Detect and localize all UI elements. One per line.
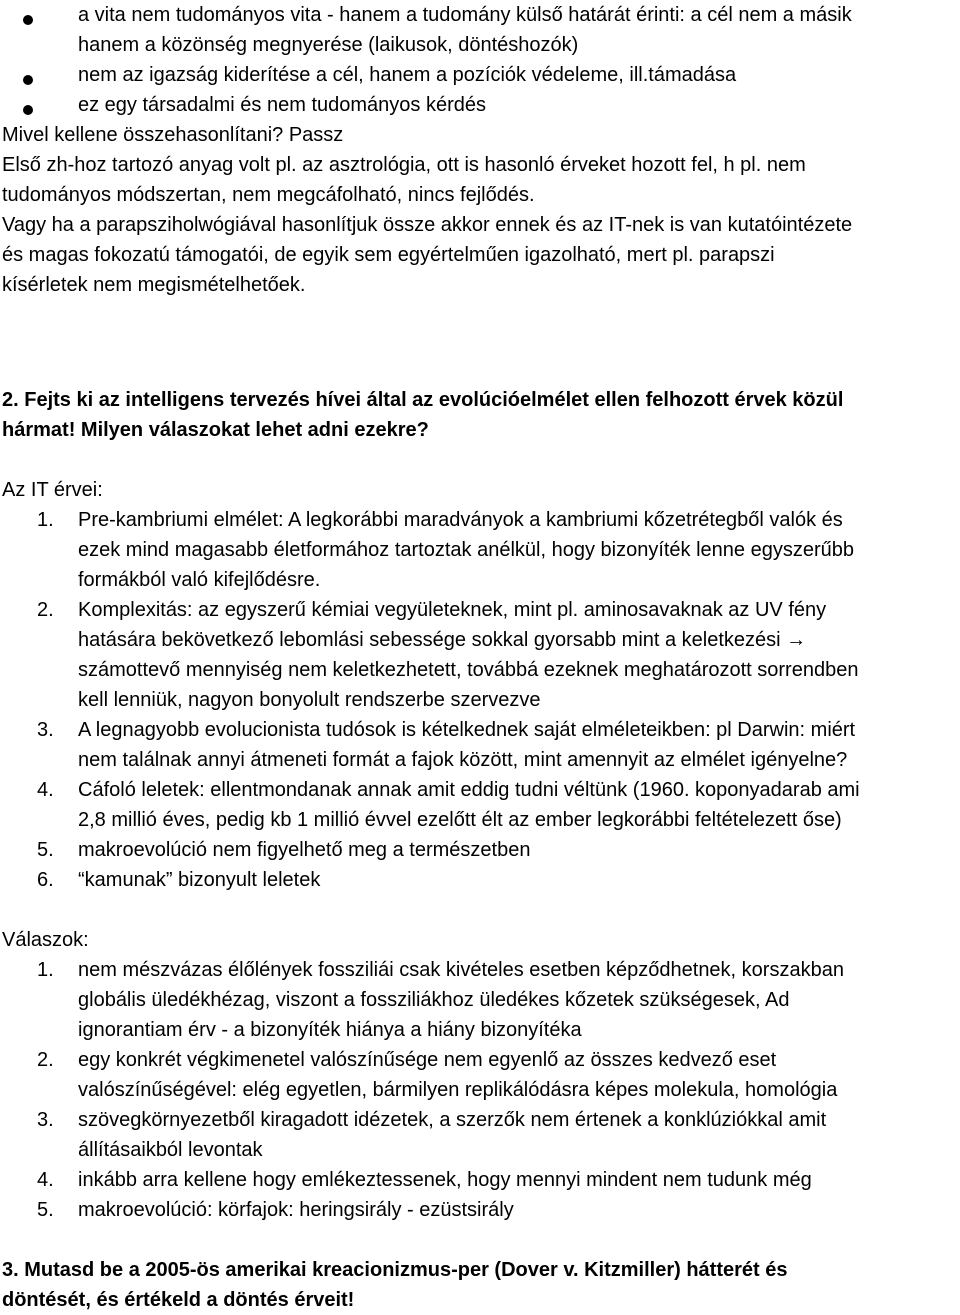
intro-line: kísérletek nem megismételhetőek. <box>2 274 306 296</box>
intro-line: Mivel kellene összehasonlítani? Passz <box>2 124 344 146</box>
list-item-line: ezek mind magasabb életformához tartoztak anélkül, hogy bizonyíték lenne egyszerűbb <box>78 539 855 561</box>
question-line: 2. Fejts ki az intelligens tervezés hívei által az evolúcióelmélet ellen felhozott érvek közül <box>2 389 844 411</box>
list-item-line: formákból való kifejlődésre. <box>78 569 321 591</box>
list-item-line: makroevolúció: körfajok: heringsirály - ezüstsirály <box>78 1199 514 1221</box>
question-line: döntését, és értékeld a döntés érveit! <box>2 1289 355 1311</box>
list-item-line: kell lenniük, nagyon bonyolult rendszerbe szervezve <box>78 689 541 711</box>
intro-line: és magas fokozatú támogatói, de egyik sem egyértelműen igazolható, mert pl. parapszi <box>2 244 775 266</box>
bullet-icon <box>23 15 33 25</box>
list-item-line: “kamunak” bizonyult leletek <box>78 869 321 891</box>
list-number: 3. <box>37 719 54 741</box>
question-line: hármat! Milyen válaszokat lehet adni ezekre? <box>2 419 429 441</box>
list-number: 3. <box>37 1109 54 1131</box>
bullet-line: nem az igazság kiderítése a cél, hanem a pozíciók védeleme, ill.támadása <box>78 64 737 86</box>
list-item-line: nem mészvázas élőlények fossziliái csak kivételes esetben képződhetnek, korszakban <box>78 959 844 981</box>
list-number: 1. <box>37 509 54 531</box>
list-item-line: Komplexitás: az egyszerű kémiai vegyületeknek, mint pl. aminosavaknak az UV fény <box>78 599 827 621</box>
list-item-line: ignorantiam érv - a bizonyíték hiánya a hiány bizonyítéka <box>78 1019 582 1041</box>
bullet-icon <box>23 75 33 85</box>
list-item-line: inkább arra kellene hogy emlékeztessenek, hogy mennyi mindent nem tudunk még <box>78 1169 812 1191</box>
bullet-line: hanem a közönség megnyerése (laikusok, döntéshozók) <box>78 34 579 56</box>
list-item-line: állításaikból levontak <box>78 1139 263 1161</box>
list-item-line: Pre-kambriumi elmélet: A legkorábbi maradványok a kambriumi kőzetrétegből valók és <box>78 509 843 531</box>
list-item-line: hatására bekövetkező lebomlási sebessége sokkal gyorsabb mint a keletkezési → <box>78 629 807 651</box>
list-item-line: nem találnak annyi átmeneti formát a fajok között, mint amennyit az elmélet igényelne? <box>78 749 848 771</box>
intro-line: tudományos módszertan, nem megcáfolható, nincs fejlődés. <box>2 184 535 206</box>
list-item-line: makroevolúció nem figyelhető meg a természetben <box>78 839 531 861</box>
list-item-line: egy konkrét végkimenetel valószínűsége nem egyenlő az összes kedvező eset <box>78 1049 777 1071</box>
list-item-line: szövegkörnyezetből kiragadott idézetek, a szerzők nem értenek a konklúziókkal amit <box>78 1109 827 1131</box>
answers-heading: Válaszok: <box>2 929 89 951</box>
question-line: 3. Mutasd be a 2005-ös amerikai kreacionizmus-per (Dover v. Kitzmiller) hátterét és <box>2 1259 788 1281</box>
list-item-line: globális üledékhézag, viszont a fossziliákhoz üledékes kőzetek szükségesek, Ad <box>78 989 790 1011</box>
intro-line: Első zh-hoz tartozó anyag volt pl. az asztrológia, ott is hasonló érveket hozott fel, h pl. nem <box>2 154 806 176</box>
list-number: 6. <box>37 869 54 891</box>
bullet-line: ez egy társadalmi és nem tudományos kérdés <box>78 94 486 116</box>
list-item-line: 2,8 millió éves, pedig kb 1 millió évvel ezelőtt élt az ember legkorábbi feltételezett őse) <box>78 809 842 831</box>
bullet-line: a vita nem tudományos vita - hanem a tudomány külső határát érinti: a cél nem a másik <box>78 4 852 26</box>
list-item-line: számottevő mennyiség nem keletkezhetett, továbbá ezeknek meghatározott sorrendben <box>78 659 859 681</box>
list-number: 1. <box>37 959 54 981</box>
list-number: 2. <box>37 599 54 621</box>
it-arguments-heading: Az IT érvei: <box>2 479 103 501</box>
list-number: 5. <box>37 839 54 861</box>
list-item-line: valószínűségével: elég egyetlen, bármilyen replikálódásra képes molekula, homológia <box>78 1079 838 1101</box>
bullet-icon <box>23 105 33 115</box>
list-item-line: A legnagyobb evolucionista tudósok is kételkednek saját elméleteikben: pl Darwin: miért <box>78 719 856 741</box>
intro-line: Vagy ha a parapsziholwógiával hasonlítjuk össze akkor ennek és az IT-nek is van kutatóintézete <box>2 214 853 236</box>
list-item-line: Cáfoló leletek: ellentmondanak annak amit eddig tudni véltünk (1960. koponyadarab ami <box>78 779 860 801</box>
list-number: 2. <box>37 1049 54 1071</box>
list-number: 5. <box>37 1199 54 1221</box>
list-number: 4. <box>37 1169 54 1191</box>
list-number: 4. <box>37 779 54 801</box>
